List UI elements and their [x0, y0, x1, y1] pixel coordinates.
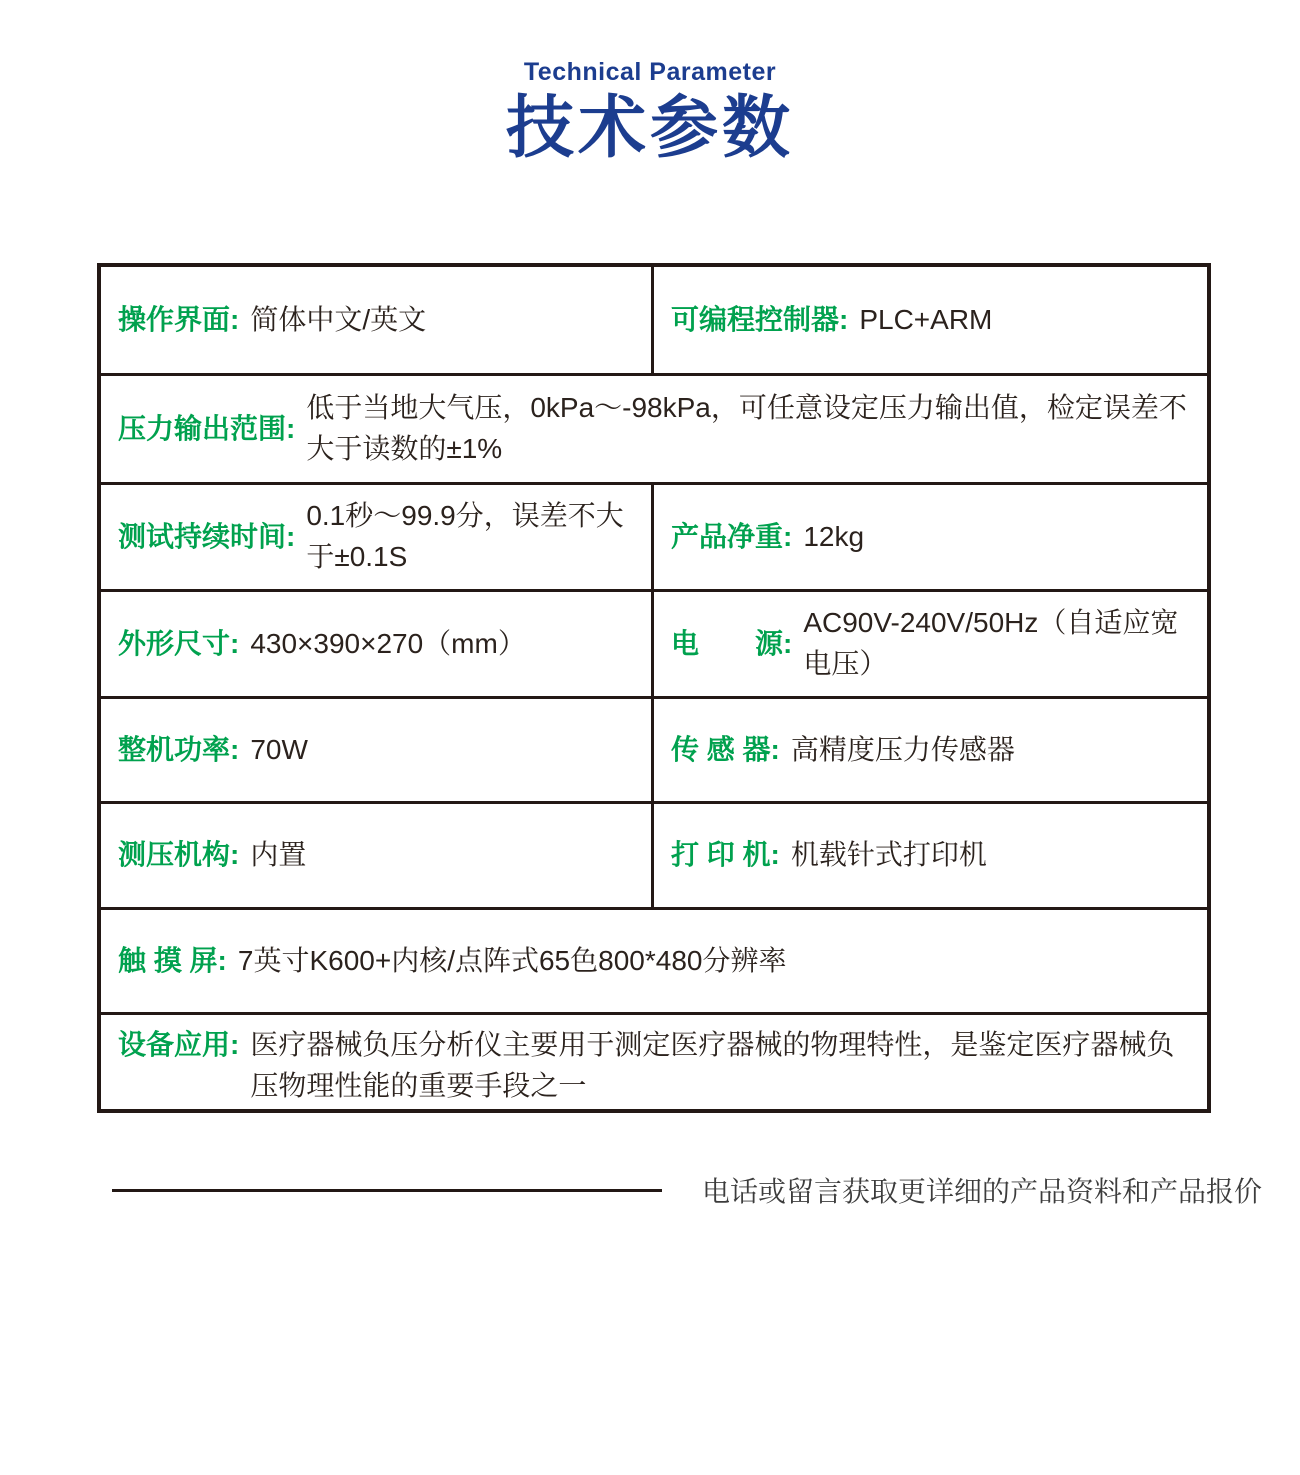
spec-value: 机载针式打印机 [790, 839, 987, 871]
spec-cell-programmable-controller [654, 267, 1207, 373]
page-title: 技术参数 [505, 90, 794, 166]
spec-label: 电 源: [671, 627, 793, 659]
spec-label: 操作界面: [118, 303, 240, 335]
spec-cell-pressure-mechanism [101, 804, 654, 907]
footer-note-row [112, 1170, 1263, 1210]
divider-line [112, 1189, 662, 1192]
spec-cell-pressure-output-range [101, 376, 1207, 482]
spec-label: 压力输出范围: [118, 412, 296, 444]
spec-value: 医疗器械负压分析仪主要用于测定医疗器械的物理特性，是鉴定医疗器械负压物理性能的重要手段之一 [250, 1029, 1175, 1101]
spec-value: 简体中文/英文 [250, 303, 427, 335]
spec-cell-operation-interface [101, 267, 654, 373]
table-row [101, 485, 1207, 592]
spec-cell-net-weight [654, 485, 1207, 589]
spec-cell-power-supply [654, 592, 1207, 696]
spec-label: 整机功率: [118, 733, 240, 765]
spec-value: 低于当地大气压，0kPa～-98kPa，可任意设定压力输出值，检定误差不大于读数的±1% [306, 392, 1187, 464]
spec-label: 传 感 器: [671, 733, 780, 765]
spec-table [97, 263, 1211, 1113]
spec-cell-touch-screen [101, 910, 1207, 1012]
spec-cell-test-duration [101, 485, 654, 589]
table-row [101, 376, 1207, 485]
table-row [101, 267, 1207, 376]
spec-value: 7英寸K600+内核/点阵式65色800*480分辨率 [237, 944, 787, 976]
table-row [101, 699, 1207, 804]
spec-value: 12kg [803, 520, 865, 552]
spec-label: 产品净重: [671, 520, 793, 552]
spec-label: 外形尺寸: [118, 627, 240, 659]
footer-note: 电话或留言获取更详细的产品资料和产品报价 [702, 1176, 1263, 1207]
spec-label: 打 印 机: [671, 839, 780, 871]
spec-value: 430×390×270（mm） [250, 627, 526, 659]
spec-cell-device-application [101, 1015, 1207, 1109]
spec-cell-sensor [654, 699, 1207, 801]
table-row [101, 804, 1207, 910]
spec-value: 内置 [250, 839, 307, 871]
spec-value: 70W [250, 733, 308, 765]
spec-label: 可编程控制器: [671, 303, 849, 335]
spec-cell-printer [654, 804, 1207, 907]
table-row [101, 592, 1207, 699]
spec-value: PLC+ARM [859, 303, 993, 335]
spec-cell-total-power [101, 699, 654, 801]
spec-label: 触 摸 屏: [118, 944, 227, 976]
table-row [101, 1015, 1207, 1109]
table-row [101, 910, 1207, 1015]
spec-cell-dimensions [101, 592, 654, 696]
spec-label: 设备应用: [118, 1029, 240, 1060]
page-subtitle-en: Technical Parameter [523, 58, 777, 86]
spec-label: 测试持续时间: [118, 520, 296, 552]
spec-value: AC90V-240V/50Hz（自适应宽电压） [803, 607, 1179, 679]
spec-value: 0.1秒～99.9分，误差不大于±0.1S [306, 500, 624, 572]
spec-label: 测压机构: [118, 839, 240, 871]
spec-value: 高精度压力传感器 [790, 733, 1015, 765]
